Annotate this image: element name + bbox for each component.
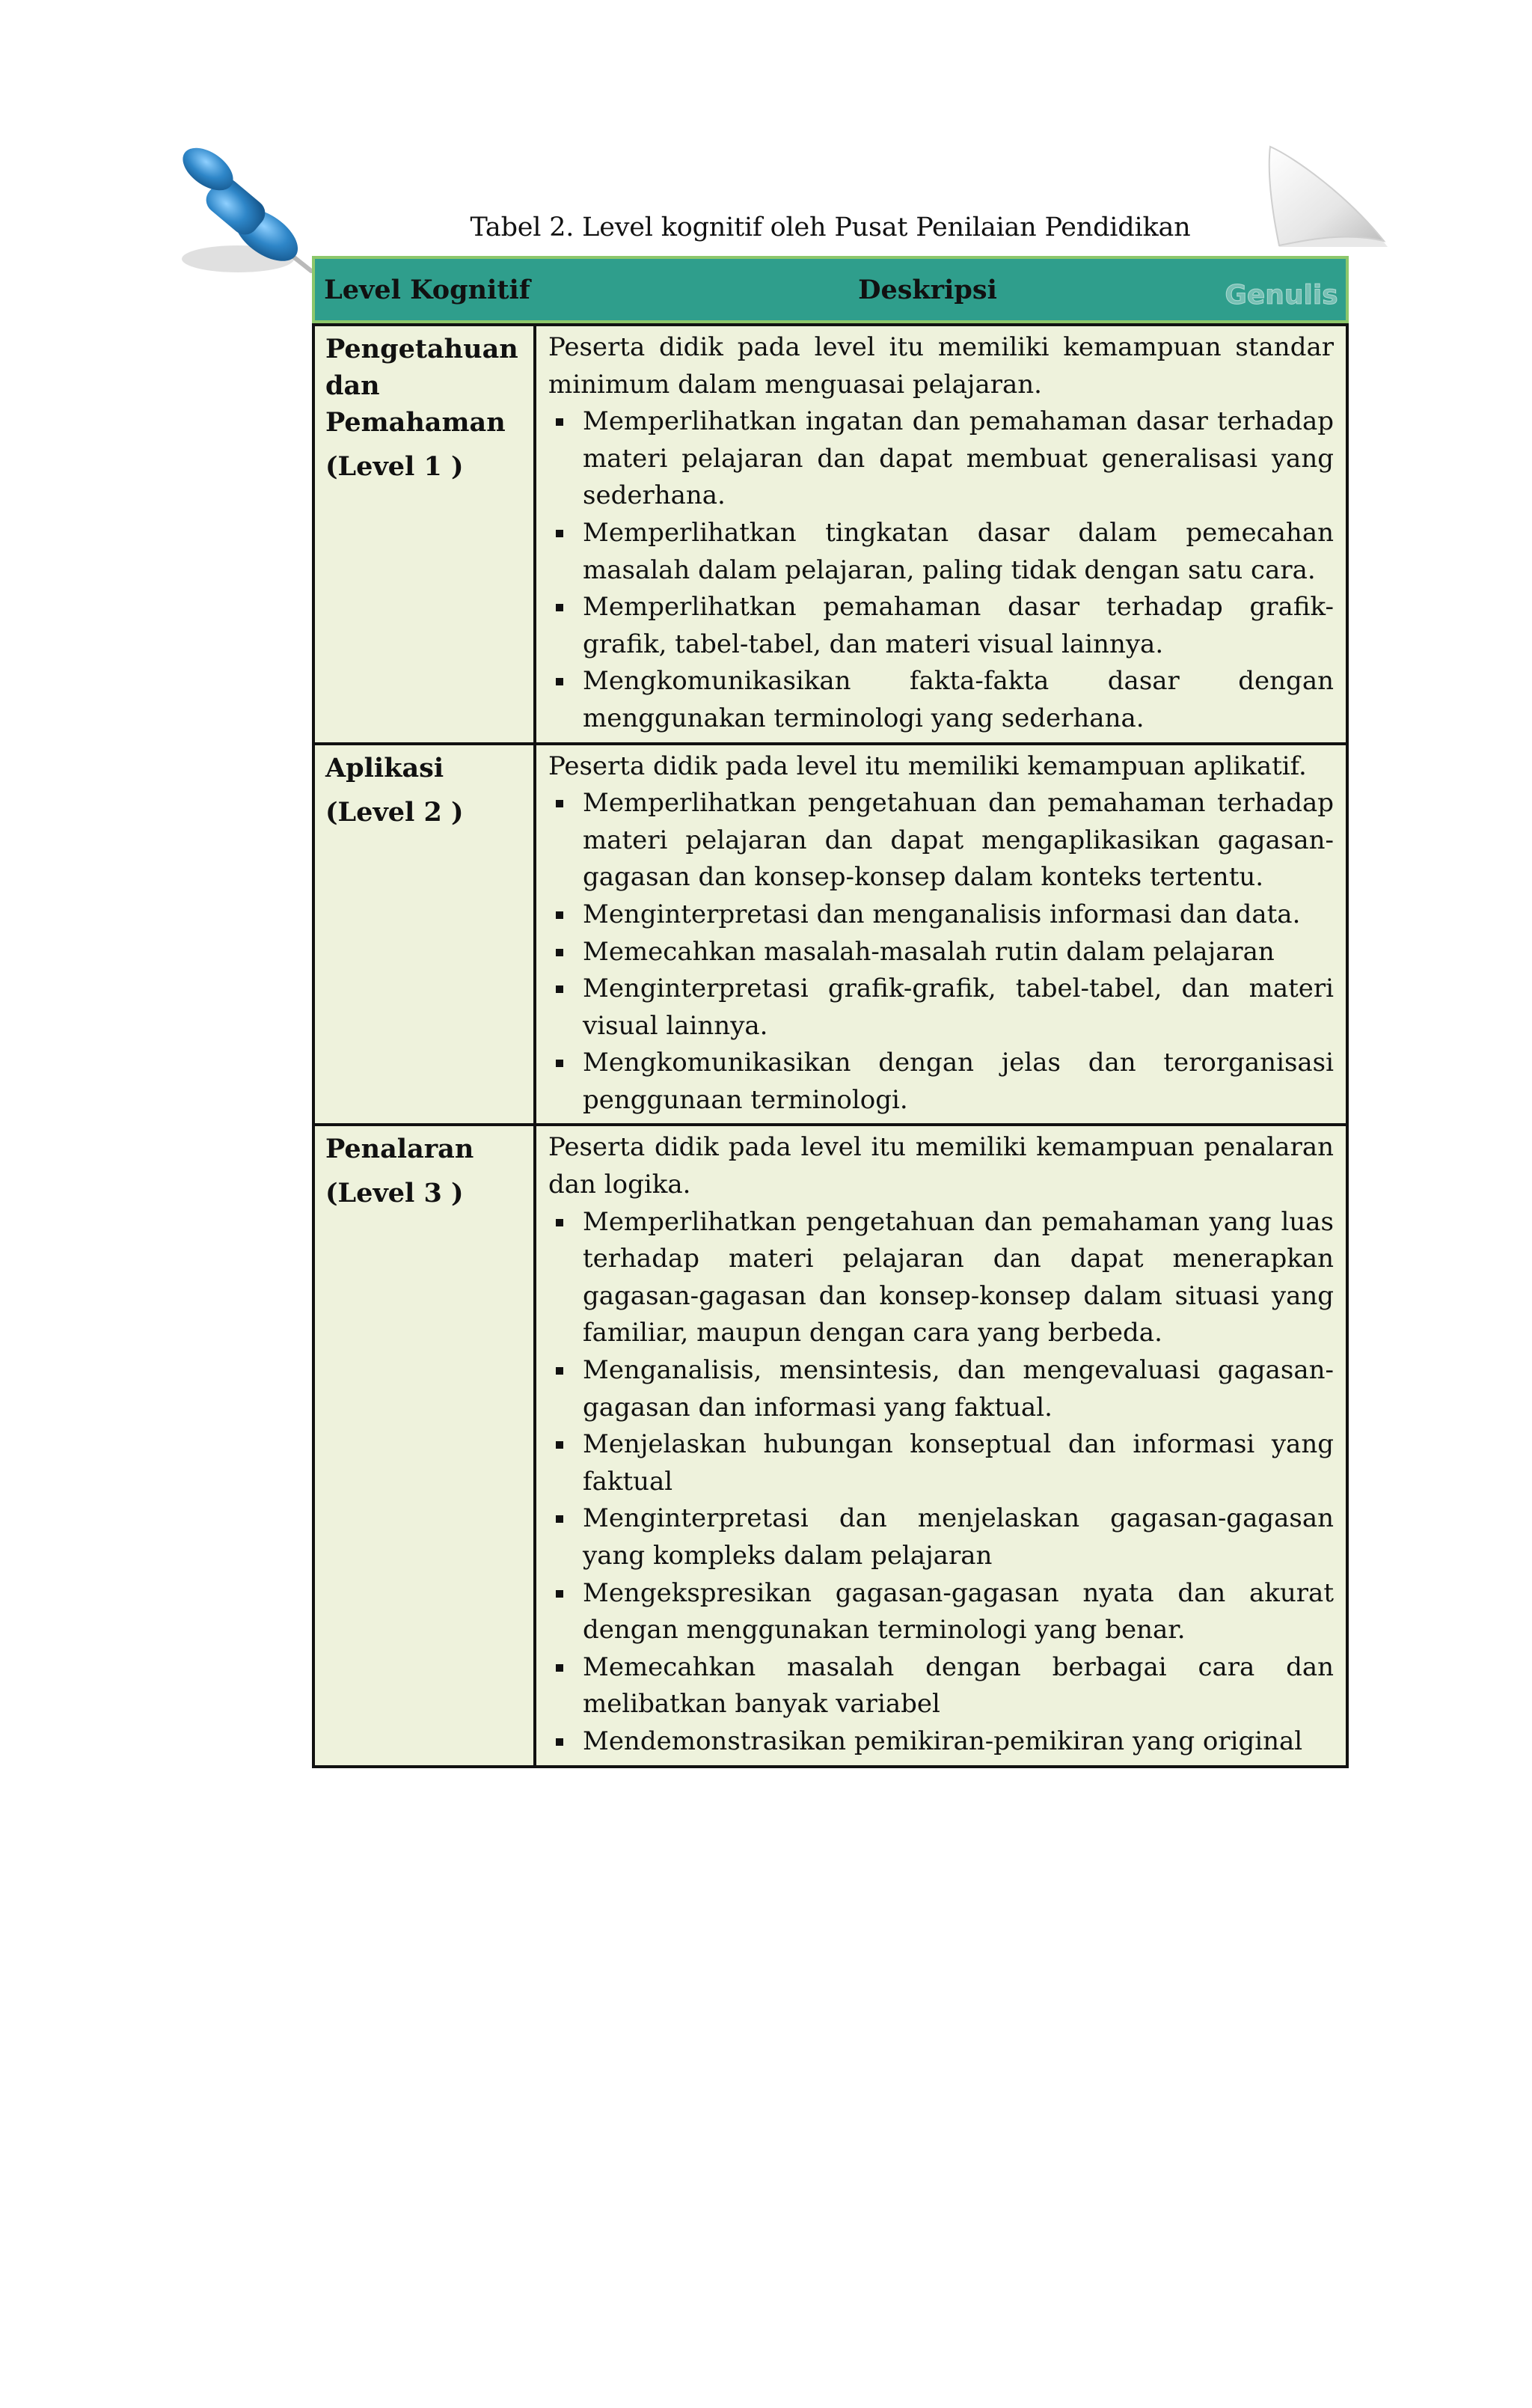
list-item: Menginterpretasi dan menganalisis informasi dan data.: [548, 896, 1334, 934]
list-item: Mendemonstrasikan pemikiran-pemikiran yang original: [548, 1723, 1334, 1761]
table-header: [312, 256, 1349, 323]
table-body: [312, 323, 1349, 1768]
logo-text: Genulis: [1225, 280, 1338, 311]
description-list: [548, 785, 1334, 1119]
description-intro: Peserta didik pada level itu memiliki kemampuan penalaran dan logika.: [548, 1132, 1334, 1200]
table-caption: Tabel 2. Level kognitif oleh Pusat Penilaian Pendidikan: [470, 213, 1191, 242]
level-name: Aplikasi: [325, 752, 444, 783]
list-item: Menjelaskan hubungan konseptual dan informasi yang faktual: [548, 1426, 1334, 1500]
level-cell: [315, 1126, 536, 1764]
description-cell: [536, 745, 1346, 1124]
list-item: Memperlihatkan pengetahuan dan pemahaman yang luas terhadap materi pelajaran dan dapat menerapkan gagasan-gagasan dan konsep-konsep dalam situasi yang familiar, maupun dengan cara yang berbeda.: [548, 1204, 1334, 1352]
description-list: [548, 403, 1334, 737]
table-row: [315, 323, 1346, 742]
description-cell: [536, 326, 1346, 742]
genulis-logo: [1222, 269, 1341, 316]
description-list: [548, 1204, 1334, 1761]
description-cell: [536, 1126, 1346, 1764]
level-name: Pengetahuan dan Pemahaman: [325, 334, 518, 438]
list-item: Memecahkan masalah-masalah rutin dalam pelajaran: [548, 934, 1334, 971]
list-item: Memperlihatkan pemahaman dasar terhadap grafik-grafik, tabel-tabel, dan materi visual lainnya.: [548, 589, 1334, 663]
header-deskripsi: Deskripsi: [858, 274, 997, 305]
list-item: Memperlihatkan ingatan dan pemahaman dasar terhadap materi pelajaran dan dapat membuat generalisasi yang sederhana.: [548, 403, 1334, 515]
list-item: Memperlihatkan pengetahuan dan pemahaman terhadap materi pelajaran dan dapat mengaplikasikan gagasan-gagasan dan konsep-konsep dalam konteks tertentu.: [548, 785, 1334, 896]
description-intro: Peserta didik pada level itu memiliki kemampuan aplikatif.: [548, 751, 1307, 781]
level-tag: (Level 2 ): [325, 796, 464, 828]
list-item: Mengkomunikasikan fakta-fakta dasar dengan menggunakan terminologi yang sederhana.: [548, 663, 1334, 737]
list-item: Mengkomunikasikan dengan jelas dan terorganisasi penggunaan terminologi.: [548, 1045, 1334, 1119]
list-item: Menganalisis, mensintesis, dan mengevaluasi gagasan-gagasan dan informasi yang faktual.: [548, 1352, 1334, 1426]
list-item: Menginterpretasi grafik-grafik, tabel-tabel, dan materi visual lainnya.: [548, 971, 1334, 1045]
list-item: Memecahkan masalah dengan berbagai cara dan melibatkan banyak variabel: [548, 1649, 1334, 1723]
description-intro: Peserta didik pada level itu memiliki kemampuan standar minimum dalam menguasai pelajaran.: [548, 332, 1334, 400]
table-row: [315, 742, 1346, 1124]
pushpin-icon: [178, 147, 328, 281]
list-item: Mengekspresikan gagasan-gagasan nyata dan akurat dengan menggunakan terminologi yang benar.: [548, 1575, 1334, 1649]
cognitive-level-table: [312, 256, 1349, 1768]
list-item: Memperlihatkan tingkatan dasar dalam pemecahan masalah dalam pelajaran, paling tidak dengan satu cara.: [548, 515, 1334, 589]
table-row: [315, 1123, 1346, 1764]
list-item: Menginterpretasi dan menjelaskan gagasan-gagasan yang kompleks dalam pelajaran: [548, 1500, 1334, 1574]
level-tag: (Level 3 ): [325, 1178, 464, 1209]
level-cell: [315, 326, 536, 742]
level-name: Penalaran: [325, 1134, 474, 1165]
level-cell: [315, 745, 536, 1124]
level-tag: (Level 1 ): [325, 451, 464, 482]
header-level-kognitif: Level Kognitif: [324, 274, 530, 305]
